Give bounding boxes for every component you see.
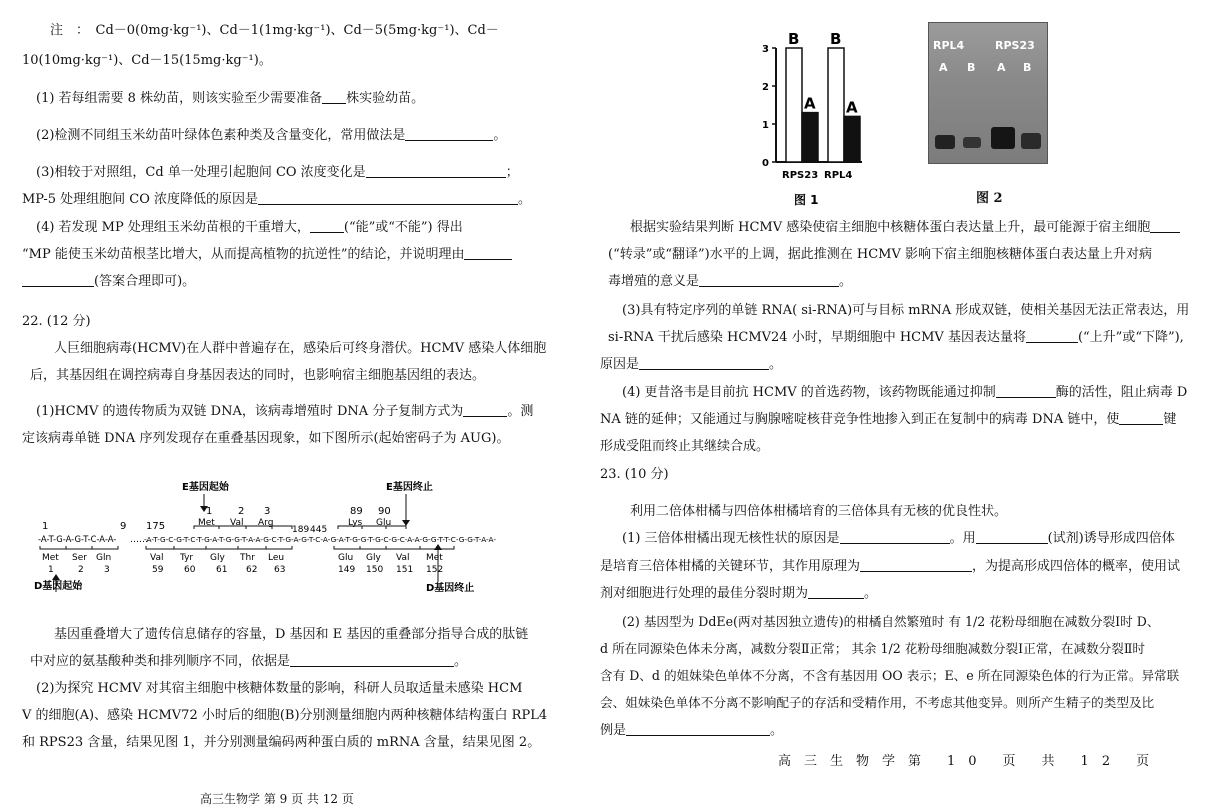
answer-blank[interactable] [310, 219, 344, 233]
d-codon-n: 1 [48, 565, 54, 575]
q22-3c-end: 。 [769, 357, 783, 372]
note-line-2: 10(10mg·kg⁻¹)、Cd－15(15mg·kg⁻¹)。 [22, 53, 272, 68]
d-codon-n: 61 [216, 565, 228, 575]
q23-1b-end: ，为提高形成四倍体的概率，使用试 [972, 559, 1181, 574]
q21-4b [22, 246, 512, 264]
d-codon-aa: Ser [72, 553, 87, 563]
q23-1b-text: 是培育三倍体柑橘的关键环节，其作用原理为 [600, 559, 861, 574]
q21-4c [22, 273, 195, 291]
q22-3a: (3)具有特定序列的单链 RNA( si-RNA)可与目标 mRNA 形成双链，使相关基因无法正常表达，用 [622, 303, 1190, 318]
gel-label-rps23: RPS23 [995, 39, 1035, 52]
answer-blank[interactable] [808, 585, 864, 599]
y-tick-label: 0 [762, 158, 769, 169]
e-end-label: E基因终止 [386, 482, 433, 493]
q23-1a-end: (试剂)诱导形成四倍体 [1047, 531, 1175, 546]
q22-4b-end: 键 [1163, 412, 1177, 427]
q22-4c: 形成受阻而终止其继续合成。 [600, 439, 770, 454]
q22-4b [600, 411, 1176, 429]
figure-2-gel [928, 22, 1048, 164]
d-codon-aa: Met [42, 553, 59, 563]
e-codon-n: 1 [206, 506, 213, 517]
q22-3b-text: si-RNA 干扰后感染 HCMV24 小时，早期细胞中 HCMV 基因表达量将 [608, 330, 1026, 345]
gel-lane-label: B [967, 61, 976, 74]
q22-right-p1a-text: 根据实验结果判断 HCMV 感染使宿主细胞中核糖体蛋白表达量上升，最可能源于宿主细胞 [630, 220, 1151, 235]
e-codon-n: 3 [264, 506, 271, 517]
answer-blank[interactable] [1119, 411, 1163, 425]
dna-sequence-left: -A-T-G-A-G-T-C-A-A- [38, 534, 117, 544]
d-codon-aa: Gln [96, 553, 112, 563]
d-codon-aa: Glu [338, 553, 354, 563]
q21-4c-end: (答案合理即可)。 [94, 274, 196, 289]
answer-blank[interactable] [290, 653, 454, 667]
dna-sequence-gap: …… [130, 535, 148, 545]
q21-2 [36, 127, 506, 145]
d-start-label: D基因起始 [34, 581, 83, 592]
bar-label: A [804, 94, 816, 113]
q22-right-p1a [630, 219, 1180, 237]
q23-2e-end: 。 [770, 723, 784, 738]
bar-label: A [846, 98, 858, 117]
bar [802, 113, 818, 162]
q22-2a: (2)为探究 HCMV 对其宿主细胞中核糖体数量的影响，科研人员取适量未感染 HCM [36, 681, 523, 696]
q22-2c: 和 RPS23 含量，结果见图 1，并分别测量编码两种蛋白质的 mRNA 含量，结果见图 2。 [22, 735, 541, 750]
d-codon-aa: Gly [210, 553, 225, 563]
d-codon-n: 62 [246, 565, 258, 575]
q23-1c [600, 585, 877, 603]
answer-blank[interactable] [258, 191, 518, 205]
answer-blank[interactable] [464, 246, 512, 260]
category-label: RPL4 [824, 170, 853, 181]
bar [786, 48, 802, 162]
q23-2c: 含有 D、d 的姐妹染色单体不分离，不含有基因用 OO 表示；E、e 所在同源染色体的行为正常。异常联 [600, 668, 1180, 683]
q23-2a: (2) 基因型为 DdEe(两对基因独立遗传)的柑橘自然繁殖时 有 1/2 花粉母细胞在减数分裂Ⅰ时 D、 [622, 614, 1160, 629]
q22-right-p1b: (“转录”或“翻译”)水平的上调，据此推测在 HCMV 影响下宿主细胞核糖体蛋白表达量上升对病 [608, 247, 1152, 262]
position-number: 189 [292, 525, 310, 535]
q23-2d: 会、姐妹染色单体不分离不影响配子的存活和受精作用，不考虑其他变异。则所产生精子的类型及比 [600, 695, 1155, 710]
gel-lane-label: A [939, 61, 948, 74]
d-codon-aa: Val [150, 553, 164, 563]
gel-label-rpl4: RPL4 [933, 39, 965, 52]
q23-1b [600, 558, 1180, 576]
q23-intro: 利用二倍体柑橘与四倍体柑橘培育的三倍体具有无核的优良性状。 [630, 504, 1008, 519]
gene-overlap-diagram [34, 474, 504, 614]
q21-3b-text: MP-5 处理组胞间 CO 浓度降低的原因是 [22, 192, 259, 207]
e-codon-aa: Arg [258, 518, 274, 528]
q22-2b: V 的细胞(A)、感染 HCMV72 小时后的细胞(B)分别测量细胞内两种核糖体结构蛋白 RPL4 [22, 708, 548, 723]
e-codon-n: 2 [238, 506, 245, 517]
position-number: 445 [310, 525, 328, 535]
q21-3b-end: 。 [518, 192, 532, 207]
d-codon-n: 149 [338, 565, 356, 575]
q21-3a-end: ； [505, 165, 519, 180]
q22-intro-2: 后，其基因组在调控病毒自身基因表达的同时，也影响宿主细胞基因组的表达。 [30, 368, 486, 383]
e-codon-aa: Met [198, 518, 215, 528]
q23-1a-mid: 。用 [949, 531, 976, 546]
d-codon-n: 150 [366, 565, 384, 575]
answer-blank[interactable] [639, 356, 769, 370]
answer-blank[interactable] [405, 127, 493, 141]
y-tick-label: 1 [762, 120, 769, 131]
y-tick-label: 2 [762, 82, 769, 93]
d-codon-n: 3 [104, 565, 110, 575]
note-line-1: 注 ： Cd－0(0mg·kg⁻¹)、Cd－1(1mg·kg⁻¹)、Cd－5(5mg·kg⁻¹)、Cd－ [50, 23, 499, 38]
q21-2-text: (2)检测不同组玉米幼苗叶绿体色素种类及含量变化，常用做法是 [36, 128, 406, 143]
q21-1-text: (1) 若每组需要 8 株幼苗，则该实验至少需要准备 [36, 91, 323, 106]
figure-1-bar-chart [754, 20, 884, 210]
dna-sequence-right: -A-T-G-C-G-T-C-T-G-A-T-G-G-T-A-A-G-C-T-G-A-G-T-C-A-G-A-T-G-G-T-G-C-G-C-A-A-G-G-T-T-C-G-G-T-A-A- [144, 535, 497, 544]
gel-band [963, 137, 981, 148]
q22-p2b-end: 。 [454, 654, 468, 669]
q22-right-p1c-end: 。 [839, 274, 853, 289]
q21-1-end: 株实验幼苗。 [346, 91, 425, 106]
q21-4b-text: “MP 能使玉米幼苗根茎比增大，从而提高植物的抗逆性”的结论，并说明理由 [22, 247, 465, 262]
d-codon-aa: Gly [366, 553, 381, 563]
position-number: 9 [120, 521, 127, 532]
q22-right-p1c-text: 毒增殖的意义是 [608, 274, 700, 289]
answer-blank[interactable] [22, 273, 94, 287]
q21-4a-text: (4) 若发现 MP 处理组玉米幼苗根的干重增大， [36, 220, 310, 235]
d-codon-aa: Leu [268, 553, 285, 563]
gel-band [991, 127, 1015, 149]
e-codon-n: 90 [378, 506, 391, 517]
q23-1c-text: 剂对细胞进行处理的最佳分裂时期为 [600, 586, 809, 601]
d-codon-n: 60 [184, 565, 196, 575]
d-codon-n: 63 [274, 565, 286, 575]
figure-1-caption: 图 1 [794, 193, 819, 207]
d-codon-n: 152 [426, 565, 444, 575]
q21-3a [36, 164, 519, 182]
q21-1 [36, 90, 424, 108]
answer-blank[interactable] [996, 384, 1056, 398]
answer-blank[interactable] [840, 530, 950, 544]
answer-blank[interactable] [322, 90, 346, 104]
q22-p2a: 基因重叠增大了遗传信息储存的容量，D 基因和 E 基因的重叠部分指导合成的肽链 [54, 627, 529, 642]
answer-blank[interactable] [626, 722, 770, 736]
answer-blank[interactable] [860, 558, 972, 572]
q23-2b: d 所在同源染色体未分离，减数分裂Ⅱ正常； 其余 1/2 花粉母细胞减数分裂Ⅰ正常，在减数分裂Ⅱ时 [600, 641, 1145, 656]
q23-2e-text: 例是 [600, 723, 627, 738]
q22-p2b-text: 中对应的氨基酸种类和排列顺序不同，依据是 [30, 654, 291, 669]
d-codon-n: 59 [152, 565, 164, 575]
gel-band [1021, 133, 1041, 149]
q22-3c-text: 原因是 [600, 357, 640, 372]
q21-2-end: 。 [493, 128, 507, 143]
q23-1c-end: 。 [864, 586, 878, 601]
q22-intro-1: 人巨细胞病毒(HCMV)在人群中普遍存在，感染后可终身潜伏。HCMV 感染人体细胞 [54, 341, 547, 356]
q22-title: 22. (12 分) [22, 314, 91, 329]
e-start-label: E基因起始 [182, 482, 229, 493]
category-label: RPS23 [782, 170, 819, 181]
answer-blank[interactable] [699, 273, 839, 287]
e-codon-aa: Val [230, 518, 244, 528]
d-codon-n: 151 [396, 565, 414, 575]
q22-right-p1c [608, 273, 852, 291]
y-tick-label: 3 [762, 44, 769, 55]
q22-4b-text: NA 链的延伸；又能通过与胸腺嘧啶核苷竞争性地掺入到正在复制中的病毒 DNA 链中，使 [600, 412, 1120, 427]
d-codon-aa: Thr [240, 553, 255, 563]
e-codon-aa: Lys [348, 518, 363, 528]
q22-1b: 定该病毒单链 DNA 序列发现存在重叠基因现象，如下图所示(起始密码子为 AUG)。 [22, 431, 510, 446]
q22-1a [36, 403, 533, 421]
d-end-label: D基因终止 [426, 583, 475, 594]
e-codon-aa: Glu [376, 518, 392, 528]
bar-label: B [830, 30, 842, 48]
gel-lane-label: B [1023, 61, 1032, 74]
d-codon-n: 2 [78, 565, 84, 575]
q23-1a-text: (1) 三倍体柑橘出现无核性状的原因是 [622, 531, 840, 546]
page-footer-right: 高 三 生 物 学 第 1 0 页 共 1 2 页 [778, 754, 1150, 769]
q23-title: 23. (10 分) [600, 467, 669, 482]
page-footer-left: 高三生物学 第 9 页 共 12 页 [200, 792, 354, 806]
q22-1a-text: (1)HCMV 的遗传物质为双链 DNA，该病毒增殖时 DNA 分子复制方式为 [36, 404, 464, 419]
q22-3c [600, 356, 782, 374]
answer-blank[interactable] [1150, 219, 1180, 233]
gel-band [935, 135, 955, 149]
bar-label: B [788, 30, 800, 48]
d-codon-aa: Met [426, 553, 443, 563]
q21-3a-text: (3)相较于对照组，Cd 单一处理引起胞间 CO 浓度变化是 [36, 165, 366, 180]
answer-blank[interactable] [463, 403, 507, 417]
figure-2-caption: 图 2 [976, 191, 1003, 206]
q21-4a [36, 219, 463, 237]
q22-3b-end: (“上升”或“下降”), [1077, 330, 1184, 345]
position-number: 175 [146, 521, 166, 532]
q23-2e [600, 722, 783, 740]
q22-4a [622, 384, 1187, 402]
bar [844, 116, 860, 162]
q22-4a-text: (4) 更昔洛韦是目前抗 HCMV 的首选药物，该药物既能通过抑制 [622, 385, 996, 400]
q21-4a-mid: (“能”或“不能”) 得出 [343, 220, 463, 235]
q22-1a-end: 。测 [507, 404, 534, 419]
q23-1a [622, 530, 1175, 548]
answer-blank[interactable] [366, 164, 506, 178]
d-codon-aa: Val [396, 553, 410, 563]
q22-3b [608, 329, 1184, 347]
e-codon-n: 89 [350, 506, 363, 517]
position-number: 1 [42, 521, 49, 532]
gel-lane-label: A [997, 61, 1006, 74]
answer-blank[interactable] [1026, 329, 1078, 343]
bar [828, 48, 844, 162]
q21-3b [22, 191, 531, 209]
q22-p2b [30, 653, 467, 671]
answer-blank[interactable] [976, 530, 1048, 544]
d-codon-aa: Tyr [180, 553, 194, 563]
q22-4a-end: 酶的活性，阻止病毒 D [1055, 385, 1188, 400]
